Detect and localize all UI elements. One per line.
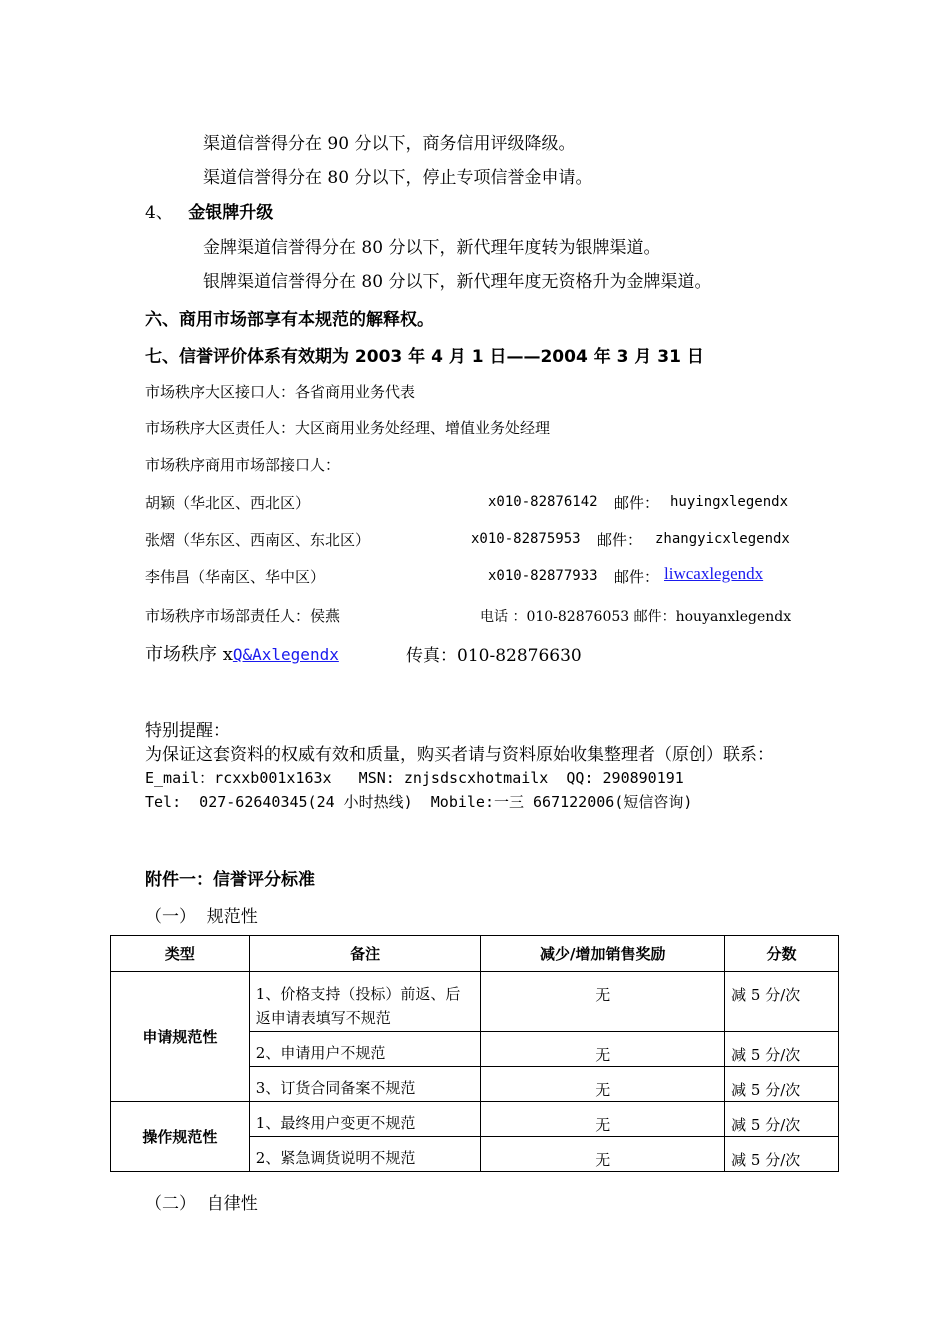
qa-prefix: 市场秩序 x: [145, 644, 233, 665]
reward-cell: 无: [481, 1032, 725, 1067]
contact-person-mail-label: 邮件：: [597, 531, 643, 549]
contact-person-name: 李伟昌（华南区、华中区）: [145, 568, 326, 586]
score-cell: 减 5 分/次: [725, 1102, 839, 1137]
contact-person-name: 胡颖（华北区、西北区）: [145, 494, 311, 512]
section-6-heading: 六、商用市场部享有本规范的解释权。: [145, 310, 434, 330]
header-type: 类型: [111, 936, 250, 972]
contact-person-mail: huyingxlegendx: [670, 494, 789, 510]
section-4-heading: [145, 198, 273, 223]
section-4-number: 4、: [145, 203, 173, 223]
contact-person-phone: x010-82875953: [471, 531, 581, 547]
note-cell: 1、价格支持（投标）前返、后返申请表填写不规范: [249, 972, 481, 1032]
header-reward: 减少/增加销售奖励: [481, 936, 725, 972]
table-row: [111, 972, 839, 1032]
responsible-contact: 电话 ：010-82876053 邮件：houyanxlegendx: [480, 609, 792, 625]
score-cell: 减 5 分/次: [725, 1032, 839, 1067]
header-note: 备注: [249, 936, 481, 972]
contact-person-phone: x010-82877933: [488, 568, 598, 584]
contact-person-mail-label: 邮件：: [614, 568, 660, 586]
contact-person-mail-label: 邮件：: [614, 494, 660, 512]
notice-title: 特别提醒：: [145, 721, 230, 741]
table-header-row: [111, 936, 839, 972]
responsible-person: 市场秩序市场部责任人：侯燕: [145, 607, 341, 625]
rule-line-2: 渠道信誉得分在 80 分以下，停止专项信誉金申请。: [203, 168, 593, 188]
reward-cell: 无: [481, 972, 725, 1032]
contact-line-3: 市场秩序商用市场部接口人：: [145, 456, 341, 474]
contact-person-phone: x010-82876142: [488, 494, 598, 510]
appendix-subsection-2: （二） 自律性: [145, 1194, 258, 1214]
rule-line-3: 金牌渠道信誉得分在 80 分以下，新代理年度转为银牌渠道。: [203, 238, 661, 258]
score-cell: 减 5 分/次: [725, 1137, 839, 1172]
contact-person-mail: zhangyicxlegendx: [655, 531, 790, 547]
fax-number: 传真：010-82876630: [406, 646, 582, 666]
header-score: 分数: [725, 936, 839, 972]
contact-person-mail-link[interactable]: liwcaxlegendx: [664, 564, 764, 583]
qa-line: [145, 640, 339, 666]
notice-body: 为保证这套资料的权威有效和质量，购买者请与资料原始收集整理者（原创）联系：: [145, 745, 774, 765]
reward-cell: 无: [481, 1137, 725, 1172]
score-cell: 减 5 分/次: [725, 1067, 839, 1102]
score-cell: 减 5 分/次: [725, 972, 839, 1032]
note-cell: 1、最终用户变更不规范: [249, 1102, 481, 1137]
note-cell: 2、申请用户不规范: [249, 1032, 481, 1067]
reward-cell: 无: [481, 1102, 725, 1137]
rule-line-1: 渠道信誉得分在 90 分以下，商务信用评级降级。: [203, 134, 576, 154]
contact-line-2: 市场秩序大区责任人：大区商用业务处经理、增值业务处经理: [145, 419, 551, 437]
section-4-title: 金银牌升级: [188, 203, 274, 223]
note-cell: 3、订货合同备案不规范: [249, 1067, 481, 1102]
appendix-subsection-1: （一） 规范性: [145, 907, 258, 927]
section-7-heading: 七、信誉评价体系有效期为 2003 年 4 月 1 日——2004 年 3 月 31 日: [145, 347, 704, 367]
contact-line-1: 市场秩序大区接口人：各省商用业务代表: [145, 383, 416, 401]
note-cell: 2、紧急调货说明不规范: [249, 1137, 481, 1172]
category-cell: 操作规范性: [111, 1102, 250, 1172]
table-row: [111, 1102, 839, 1137]
qa-link[interactable]: Q&Axlegendx: [232, 645, 339, 664]
notice-email: E_mail：rcxxb001x163x MSN: znjsdscxhotmailx QQ: 290890191: [145, 769, 684, 787]
contact-person-name: 张熠（华东区、西南区、东北区）: [145, 531, 371, 549]
credit-score-table: [110, 935, 839, 1172]
reward-cell: 无: [481, 1067, 725, 1102]
appendix-title: 附件一：信誉评分标准: [145, 870, 315, 890]
category-cell: 申请规范性: [111, 972, 250, 1102]
rule-line-4: 银牌渠道信誉得分在 80 分以下，新代理年度无资格升为金牌渠道。: [203, 272, 712, 292]
notice-tel: Tel: 027-62640345(24 小时热线) Mobile:一三 667122006(短信咨询): [145, 793, 693, 811]
